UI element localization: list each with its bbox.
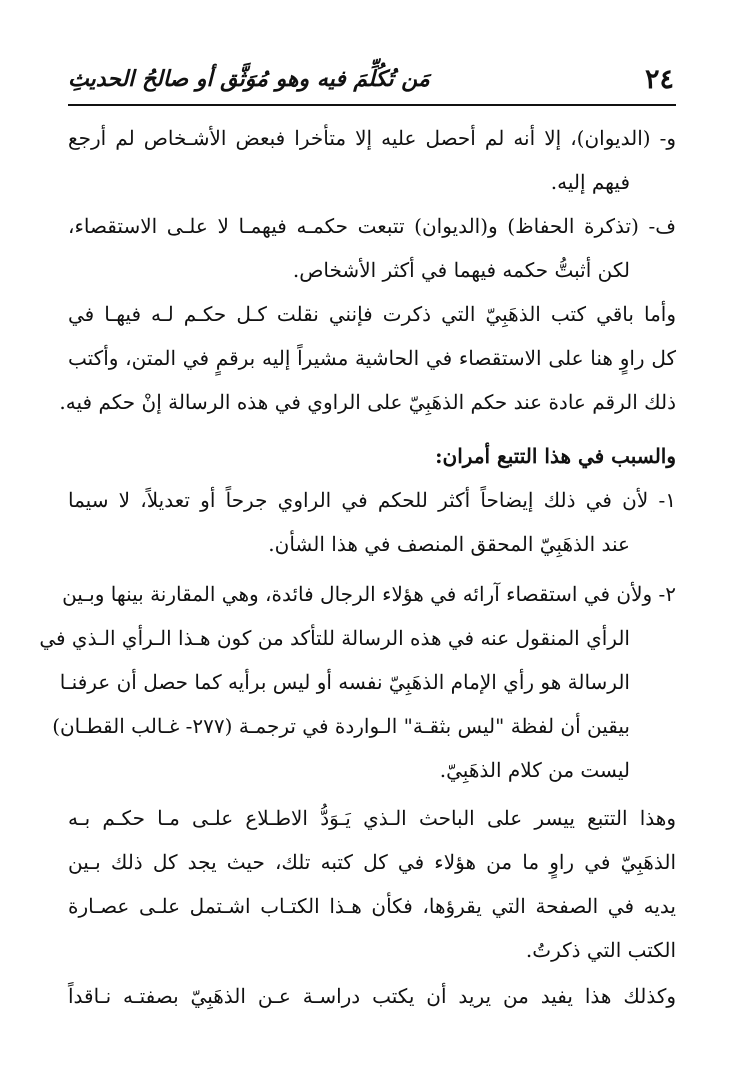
text-line: ذلك الرقم عادة عند حكم الذهَبِيّ على الراوي في هذه الرسالة إنْ حكم فيه. [59, 390, 676, 414]
text-line: بيقين أن لفظة "ليس بثقـة" الـواردة في ترجمـة (٢٧٧- غـالب القطـان) [52, 714, 630, 738]
text-line: عند الذهَبِيّ المحقق المنصف في هذا الشأن. [268, 532, 630, 556]
text-line: الكتب التي ذكرتُ. [525, 938, 676, 962]
text-line: يديه في الصفحة التي يقرؤها، فكأن هـذا الكتـاب اشـتمل علـى عصـارة [68, 894, 676, 918]
text-line: ف- (تذكرة الحفاظ) و(الديوان) تتبعت حكمـه فيهمـا لا علـى الاستقصاء، [68, 214, 676, 238]
text-line: الرأي المنقول عنه في هذه الرسالة للتأكد من كون هـذا الـرأي الـذي في [39, 626, 630, 650]
text-line: الرسالة هو رأي الإمام الذهَبِيّ نفسه أو ليس برأيه كما حصل أن عرفنـا [59, 670, 630, 694]
text-line: وهذا التتبع ييسر على الباحث الـذي يَـوَدُّ الاطـلاع علـى مـا حكـم بـه [68, 806, 676, 830]
text-line: وأما باقي كتب الذهَبِيّ التي ذكرت فإنني نقلت كـل حكـم لـه فيهـا في [68, 302, 676, 326]
page-number: ٢٤ [644, 64, 674, 95]
section-heading: والسبب في هذا التتبع أمران: [435, 444, 676, 468]
text-line: كل راوٍ هنا على الاستقصاء في الحاشية مشيراً إليه برقمٍ في المتن، وأكتب [68, 346, 676, 370]
text-line: ليست من كلام الذهَبِيّ. [439, 758, 630, 782]
text-line: وكذلك هذا يفيد من يريد أن يكتب دراسـة عـن الذهَبِيّ بصفتـه نـاقداً [68, 984, 676, 1008]
page-header [68, 62, 676, 106]
text-line: لكن أثبتُّ حكمه فيهما في أكثر الأشخاص. [292, 258, 630, 282]
text-line: ١- لأن في ذلك إيضاحاً أكثر للحكم في الراوي جرحاً أو تعديلاً، لا سيما [68, 488, 676, 512]
text-line: فيهم إليه. [550, 170, 630, 194]
running-title: مَن تُكُلِّمَ فيه وهو مُوَثَّق أو صالحُ الحديثِ [68, 66, 430, 92]
text-line: الذهَبِيّ في راوٍ ما من هؤلاء في كل كتبه تلك، حيث يجد كل ذلك بـين [68, 850, 676, 874]
text-line: ٢- ولأن في استقصاء آرائه في هؤلاء الرجال فائدة، وهي المقارنة بينها وبـين [62, 582, 676, 606]
text-line: و- (الديوان)، إلا أنه لم أحصل عليه إلا متأخرا فبعض الأشـخاص لم أرجع [68, 126, 676, 150]
